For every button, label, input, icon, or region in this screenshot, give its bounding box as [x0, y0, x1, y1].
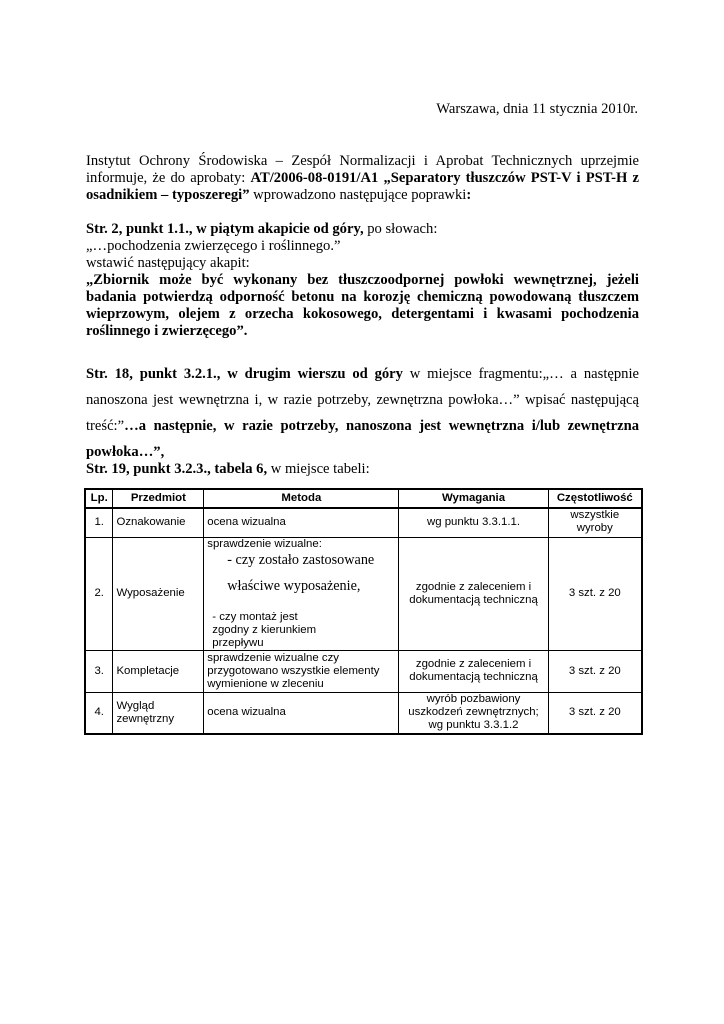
row-czestotliwosc: 3 szt. z 20: [548, 692, 642, 734]
row-metoda: sprawdzenie wizualne czy przygotowano wszystkie elementy wymienione w zleceniu: [204, 650, 399, 692]
amendment-2: [86, 361, 639, 465]
intro-text-1: Instytut Ochrony Środowiska – Zespół Normalizacji i Aprobat Technicznych uprzejmie informuje, że do aprobaty:: [86, 153, 639, 186]
amendment-2-new-text: …a następnie, w razie potrzeby, nanoszona jest wewnętrzna i/lub zewnętrzna powłoka…”,: [86, 418, 639, 460]
header-lp: Lp.: [85, 489, 113, 508]
header-metoda: Metoda: [204, 489, 399, 508]
amendment-3-text: w miejsce tabeli:: [267, 461, 370, 477]
row-lp: 1.: [85, 508, 113, 537]
row-wymagania: zgodnie z zaleceniem i dokumentacją techniczną: [399, 650, 548, 692]
table-row: [85, 537, 642, 650]
row-czestotliwosc: wszystkie wyroby: [548, 508, 642, 537]
amendment-2-text: w miejsce fragmentu:„… a następnie nanoszona jest wewnętrzna i, w razie potrzeby, zewnętrzna powłoka…” wpisać następującą treść:”: [86, 366, 639, 434]
amendment-2-reference: Str. 18, punkt 3.2.1., w drugim wierszu od góry: [86, 366, 403, 382]
intro-text-2: wprowadzono następujące poprawki: [249, 187, 467, 203]
intro-paragraph: [86, 153, 639, 204]
metoda-sub-2: właściwe wyposażenie,: [227, 577, 361, 594]
control-table: [84, 488, 643, 735]
row-lp: 4.: [85, 692, 113, 734]
row-przedmiot: Kompletacje: [113, 650, 204, 692]
amendment-3: [86, 461, 639, 478]
table-row: [85, 650, 642, 692]
amendment-1-instruction: wstawić następujący akapit:: [86, 255, 250, 271]
metoda-sub-3: - czy montaż jest zgodny z kierunkiem przepływu: [212, 610, 317, 649]
header-wymagania: Wymagania: [399, 489, 548, 508]
row-czestotliwosc: 3 szt. z 20: [548, 650, 642, 692]
metoda-sub-1: - czy zostało zastosowane: [227, 551, 375, 568]
row-metoda: ocena wizualna: [204, 508, 399, 537]
amendment-1: [86, 221, 639, 340]
row-przedmiot: Wyposażenie: [113, 537, 204, 650]
row-czestotliwosc: 3 szt. z 20: [548, 537, 642, 650]
row-przedmiot: Wygląd zewnętrzny: [113, 692, 204, 734]
document-date: Warszawa, dnia 11 stycznia 2010r.: [436, 101, 638, 117]
row-wymagania: wg punktu 3.3.1.1.: [399, 508, 548, 537]
table-row: [85, 508, 642, 537]
amendment-1-new-paragraph: „Zbiornik może być wykonany bez tłuszczoodpornej powłoki wewnętrznej, jeżeli badania potwierdzą odporność betonu na korozję chemiczną powodowaną tłuszczem wieprzowym, olejem z orzecha kokosowego, detergentami i kwasami pochodzenia roślinnego i zwierzęcego”.: [86, 272, 639, 339]
table-header-row: [85, 489, 642, 508]
amendment-1-quote: „…pochodzenia zwierzęcego i roślinnego.”: [86, 238, 341, 254]
intro-colon: :: [466, 187, 472, 203]
row-wymagania: wyrób pozbawiony uszkodzeń zewnętrznych; wg punktu 3.3.1.2: [399, 692, 548, 734]
approval-title: AT/2006-08-0191/A1 „Separatory tłuszczów PST-V i PST-H z osadnikiem – typoszeregi”: [86, 170, 639, 203]
metoda-heading: sprawdzenie wizualne:: [207, 537, 322, 550]
row-metoda: [204, 537, 399, 650]
row-wymagania: zgodnie z zaleceniem i dokumentacją techniczną: [399, 537, 548, 650]
row-lp: 2.: [85, 537, 113, 650]
amendment-1-reference: Str. 2, punkt 1.1., w piątym akapicie od góry,: [86, 221, 364, 237]
amendment-3-reference: Str. 19, punkt 3.2.3., tabela 6,: [86, 461, 268, 477]
row-przedmiot: Oznakowanie: [113, 508, 204, 537]
amendment-1-ref-text: po słowach:: [363, 221, 438, 237]
table-row: [85, 692, 642, 734]
row-metoda: ocena wizualna: [204, 692, 399, 734]
header-przedmiot: Przedmiot: [113, 489, 204, 508]
header-czestotliwosc: Częstotliwość: [548, 489, 642, 508]
row-lp: 3.: [85, 650, 113, 692]
